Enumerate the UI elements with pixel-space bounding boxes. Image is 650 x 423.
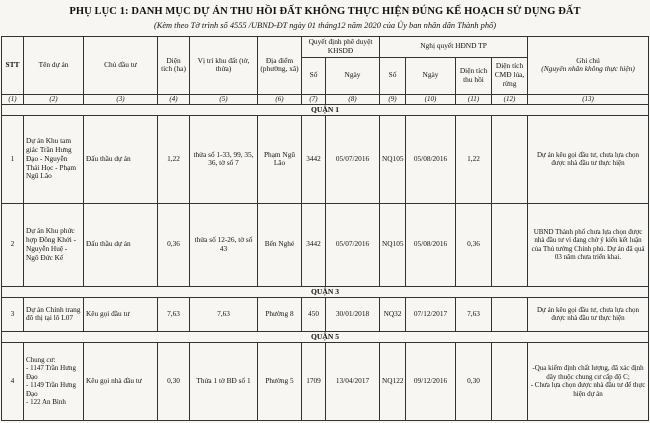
table-row [2,342,649,420]
cell-dien-tich: 7,63 [158,297,190,331]
cell-qd-ngay: 13/04/2017 [326,342,380,420]
project-line: Chung cư: [26,356,56,365]
project-line: - 1147 Trần Hưng Đạo [26,364,77,381]
project-line: - 1149 Trần Hưng Đạo [26,381,77,398]
cell-stt: 3 [2,297,24,331]
ghi-chu-sublabel: (Nguyên nhân không thực hiện) [541,64,635,74]
cell-stt: 4 [2,342,24,420]
col-index: (13) [528,94,649,104]
cell-dt-thu-hoi: 0,36 [456,203,492,286]
col-index: (12) [492,94,528,104]
col-index: (7) [302,94,326,104]
section-label: QUẬN 3 [2,286,649,297]
cell-vi-tri: 7,63 [190,297,258,331]
cell-dia-diem: Phường 8 [258,297,302,331]
cell-stt: 1 [2,115,24,203]
cell-ghi-chu: UBND Thành phố chưa lựa chọn được nhà đầu tư vì đang chờ ý kiến kết luận của Thủ tướng Chính phủ. Dự án đã quá 03 năm chưa triển khai. [528,203,649,286]
cell-vi-tri: Thửa 1 tờ BĐ số 1 [190,342,258,420]
col-header-dien-tich: Diện tích (ha) [158,37,190,95]
cell-chu-dau-tu: Đấu thầu dự án [84,115,158,203]
col-index: (5) [190,94,258,104]
cell-dia-diem: Phường 5 [258,342,302,420]
note-line: - Chưa lựa chọn được nhà đầu tư để thực hiện dự án [530,381,646,398]
col-index: (10) [406,94,456,104]
table-row [2,297,649,331]
col-header-ten-du-an: Tên dự án [24,37,84,95]
col-index: (1) [2,94,24,104]
project-line: - 122 An Bình [26,398,66,407]
col-header-nghi-quyet: Nghị quyết HĐND TP [380,37,528,58]
cell-nq-ngay: 07/12/2017 [406,297,456,331]
col-header-quyet-dinh: Quyết định phê duyệt KHSDĐ [302,37,380,58]
table-row [2,115,649,203]
cell-vi-tri: thửa số 12-26, tờ số 43 [190,203,258,286]
col-header-ghi-chu [528,37,649,95]
cell-dt-cmd [492,297,528,331]
cell-dien-tich: 0,36 [158,203,190,286]
cell-nq-ngay: 05/08/2016 [406,115,456,203]
cell-stt: 2 [2,203,24,286]
cell-qd-ngay: 05/07/2016 [326,115,380,203]
section-row-quan-3 [2,286,649,297]
column-index-row [2,94,649,104]
cell-qd-ngay: 05/07/2016 [326,203,380,286]
col-header-vi-tri: Vị trí khu đất (tờ, thửa) [190,37,258,95]
section-row-quan-1 [2,104,649,115]
section-row-quan-5 [2,331,649,342]
cell-qd-so: 450 [302,297,326,331]
cell-nq-so: NQ122 [380,342,406,420]
cell-dt-cmd [492,115,528,203]
col-index: (3) [84,94,158,104]
col-header-qd-ngay: Ngày [326,57,380,94]
cell-dt-cmd [492,342,528,420]
cell-ten-du-an: Dự án Khu phức hợp Đồng Khởi - Nguyễn Huệ - Ngô Đức Kế [24,203,84,286]
cell-nq-so: NQ32 [380,297,406,331]
cell-nq-so: NQ105 [380,203,406,286]
project-table [1,36,649,421]
col-header-qd-so: Số [302,57,326,94]
cell-dt-thu-hoi: 7,63 [456,297,492,331]
ghi-chu-label: Ghi chú [576,55,600,65]
cell-ten-du-an [24,342,84,420]
cell-ghi-chu: Dự án kêu gọi đầu tư, chưa lựa chọn được nhà đầu tư thực hiện [528,115,649,203]
note-line: -Qua kiểm định chất lượng, đã xác định dãy thuộc chung cư cấp độ C; [532,364,644,381]
cell-ghi-chu: Dự án kêu gọi đầu tư, chưa lựa chọn được nhà đầu tư thực hiện [528,297,649,331]
cell-dia-diem: Bến Nghé [258,203,302,286]
col-index: (9) [380,94,406,104]
cell-chu-dau-tu: Đấu thầu dự án [84,203,158,286]
cell-dt-thu-hoi: 0,30 [456,342,492,420]
col-header-nq-ngay: Ngày [406,57,456,94]
col-header-stt: STT [2,37,24,95]
cell-qd-so: 3442 [302,203,326,286]
col-index: (6) [258,94,302,104]
col-index: (11) [456,94,492,104]
cell-qd-ngay: 30/01/2018 [326,297,380,331]
section-label: QUẬN 5 [2,331,649,342]
col-index: (4) [158,94,190,104]
document-subtitle: (Kèm theo Tờ trình số 4555 /UBND-ĐT ngày 01 tháng12 năm 2020 của Ủy ban nhân dân Thành phố) [153,21,497,30]
section-label: QUẬN 1 [2,104,649,115]
cell-nq-ngay: 09/12/2016 [406,342,456,420]
cell-nq-ngay: 05/08/2016 [406,203,456,286]
col-index: (2) [24,94,84,104]
cell-qd-so: 1709 [302,342,326,420]
cell-ten-du-an: Dự án Khu tam giác Trần Hưng Đạo - Nguyễn Thái Học - Phạm Ngũ Lão [24,115,84,203]
cell-dt-thu-hoi: 1,22 [456,115,492,203]
cell-dt-cmd [492,203,528,286]
col-header-dia-diem: Địa điểm (phường, xã) [258,37,302,95]
cell-nq-so: NQ105 [380,115,406,203]
table-row [2,203,649,286]
cell-dia-diem: Phạm Ngũ Lão [258,115,302,203]
cell-vi-tri: thửa số 1-33, 99, 35, 36, tờ số 7 [190,115,258,203]
cell-chu-dau-tu: Kêu gọi nhà đầu tư [84,342,158,420]
col-header-nq-so: Số [380,57,406,94]
cell-qd-so: 3442 [302,115,326,203]
document-title: PHỤ LỤC 1: DANH MỤC DỰ ÁN THU HỒI ĐẤT KHÔNG THỰC HIỆN ĐÚNG KẾ HOẠCH SỬ DỤNG ĐẤT [69,6,581,17]
cell-dien-tich: 1,22 [158,115,190,203]
cell-dien-tich: 0,30 [158,342,190,420]
col-header-dt-cmd: Diện tích CMĐ lúa, rừng [492,57,528,94]
cell-ghi-chu [528,342,649,420]
cell-ten-du-an: Dự án Chỉnh trang đô thị tại lô L07 [24,297,84,331]
header-row-1 [2,37,649,58]
col-index: (8) [326,94,380,104]
cell-chu-dau-tu: Kêu gọi đầu tư [84,297,158,331]
col-header-chu-dau-tu: Chủ đầu tư [84,37,158,95]
col-header-dt-thu-hoi: Diện tích thu hồi [456,57,492,94]
